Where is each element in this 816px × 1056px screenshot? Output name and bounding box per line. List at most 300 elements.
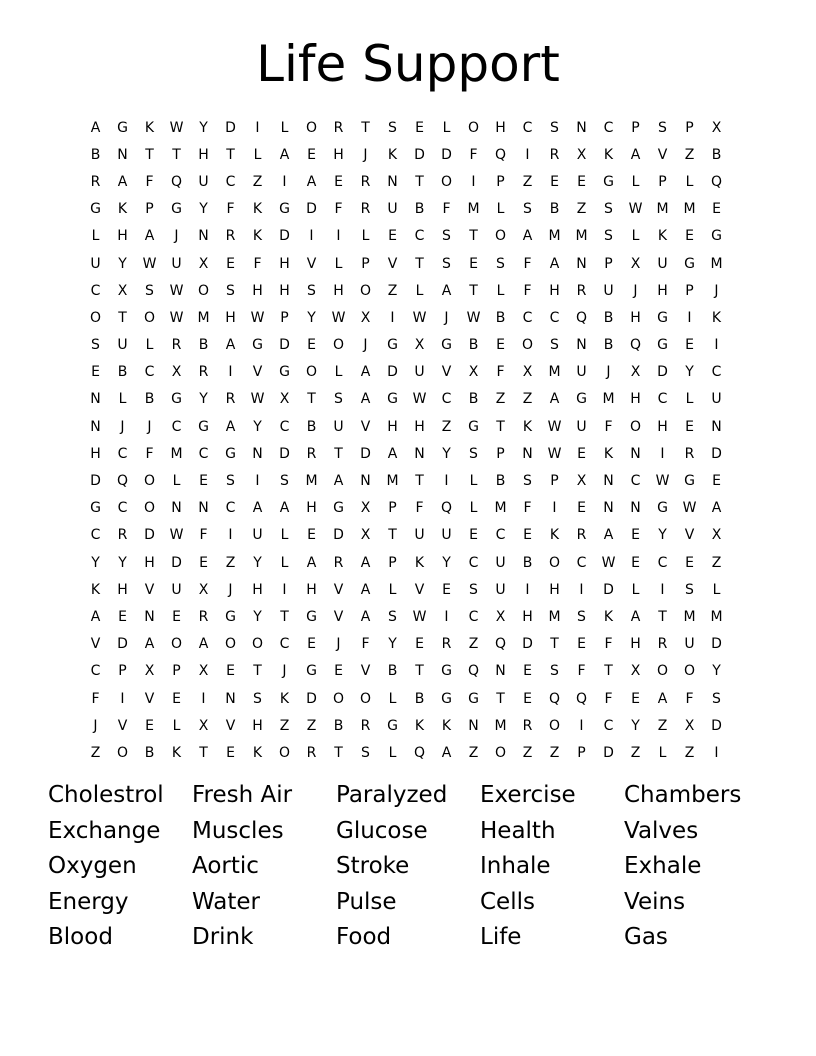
grid-letter: H: [252, 581, 263, 598]
grid-letter: C: [414, 228, 425, 245]
word-list-item: Blood: [48, 924, 113, 951]
grid-letter: U: [171, 581, 182, 598]
grid-letter: N: [144, 608, 155, 625]
grid-letter: Q: [575, 690, 588, 707]
grid-letter: Y: [388, 636, 397, 653]
grid-letter: I: [336, 228, 341, 245]
grid-letter: Z: [684, 744, 695, 761]
grid-letter: E: [631, 690, 640, 707]
grid-letter: E: [307, 337, 316, 354]
grid-letter: J: [363, 337, 368, 354]
grid-letter: L: [388, 744, 397, 761]
grid-letter: W: [628, 201, 643, 218]
grid-letter: N: [630, 445, 641, 462]
grid-letter: P: [118, 663, 127, 680]
word-list-item: Paralyzed: [336, 782, 448, 808]
grid-letter: G: [684, 255, 695, 272]
grid-row: [82, 658, 730, 685]
grid-letter: Z: [279, 717, 290, 734]
grid-letter: E: [172, 608, 181, 625]
grid-letter: G: [711, 228, 722, 245]
grid-letter: E: [334, 173, 343, 190]
grid-letter: L: [685, 173, 694, 190]
grid-letter: H: [306, 581, 317, 598]
grid-letter: P: [361, 255, 370, 272]
grid-letter: V: [144, 581, 155, 598]
grid-letter: Z: [306, 717, 317, 734]
grid-letter: X: [360, 500, 371, 517]
grid-letter: S: [523, 201, 532, 218]
grid-letter: B: [117, 364, 128, 381]
grid-letter: U: [117, 337, 128, 354]
grid-letter: E: [712, 473, 721, 490]
grid-letter: W: [547, 418, 562, 435]
grid-letter: V: [360, 663, 371, 680]
grid-letter: F: [442, 201, 451, 218]
grid-letter: P: [496, 445, 505, 462]
grid-letter: B: [495, 309, 506, 326]
grid-letter: P: [577, 744, 586, 761]
grid-letter: E: [226, 663, 235, 680]
grid-letter: H: [252, 282, 263, 299]
grid-letter: E: [199, 473, 208, 490]
grid-letter: M: [548, 608, 561, 625]
grid-letter: A: [144, 228, 155, 245]
grid-letter: W: [142, 255, 157, 272]
grid-letter: H: [117, 228, 128, 245]
grid-letter: J: [336, 636, 341, 653]
grid-letter: L: [280, 119, 289, 136]
grid-letter: R: [360, 201, 371, 218]
grid-letter: L: [280, 554, 289, 571]
grid-letter: W: [412, 391, 427, 408]
grid-letter: M: [548, 364, 561, 381]
grid-letter: K: [144, 119, 155, 136]
grid-letter: Z: [495, 391, 506, 408]
grid-letter: H: [657, 282, 668, 299]
grid-letter: D: [441, 146, 452, 163]
grid-letter: X: [198, 255, 209, 272]
grid-letter: F: [415, 500, 424, 517]
grid-letter: H: [495, 119, 506, 136]
grid-letter: T: [253, 663, 262, 680]
grid-letter: W: [601, 554, 616, 571]
grid-letter: E: [145, 717, 154, 734]
grid-letter: C: [522, 309, 533, 326]
grid-letter: X: [711, 119, 722, 136]
grid-letter: J: [147, 418, 152, 435]
grid-letter: X: [684, 717, 695, 734]
grid-letter: F: [253, 255, 262, 272]
grid-letter: I: [525, 146, 530, 163]
grid-letter: W: [331, 309, 346, 326]
grid-letter: E: [388, 228, 397, 245]
grid-letter: Q: [575, 309, 588, 326]
grid-letter: Y: [253, 418, 262, 435]
grid-letter: K: [387, 146, 398, 163]
grid-letter: Y: [442, 445, 451, 462]
grid-letter: D: [711, 636, 722, 653]
grid-letter: G: [441, 337, 452, 354]
grid-letter: N: [711, 418, 722, 435]
grid-letter: X: [198, 581, 209, 598]
grid-letter: U: [414, 527, 425, 544]
grid-letter: N: [360, 473, 371, 490]
grid-letter: A: [630, 146, 641, 163]
grid-letter: F: [685, 690, 694, 707]
grid-letter: B: [90, 146, 101, 163]
grid-letter: X: [495, 608, 506, 625]
grid-letter: H: [630, 309, 641, 326]
grid-letter: D: [225, 119, 236, 136]
grid-letter: Y: [199, 119, 208, 136]
grid-row: [82, 549, 730, 576]
grid-letter: T: [415, 173, 424, 190]
word-list-item: Glucose: [336, 817, 428, 844]
grid-letter: C: [171, 418, 182, 435]
grid-letter: G: [252, 337, 263, 354]
grid-letter: N: [225, 690, 236, 707]
grid-letter: N: [90, 391, 101, 408]
grid-letter: A: [360, 391, 371, 408]
grid-letter: O: [224, 636, 237, 653]
grid-letter: V: [387, 255, 398, 272]
grid-letter: Y: [631, 717, 640, 734]
grid-letter: G: [387, 717, 398, 734]
grid-letter: L: [361, 228, 370, 245]
grid-letter: L: [442, 119, 451, 136]
grid-letter: A: [90, 608, 101, 625]
grid-letter: J: [606, 364, 611, 381]
grid-letter: U: [711, 391, 722, 408]
grid-letter: E: [577, 445, 586, 462]
grid-letter: Y: [253, 554, 262, 571]
grid-letter: F: [604, 690, 613, 707]
grid-letter: Q: [494, 636, 507, 653]
grid-letter: H: [198, 146, 209, 163]
grid-letter: U: [657, 255, 668, 272]
grid-letter: O: [359, 282, 372, 299]
grid-letter: S: [442, 255, 451, 272]
grid-letter: X: [171, 364, 182, 381]
grid-letter: B: [414, 690, 425, 707]
grid-letter: A: [306, 554, 317, 571]
grid-letter: F: [226, 201, 235, 218]
grid-letter: I: [660, 445, 665, 462]
grid-letter: P: [280, 309, 289, 326]
grid-row: [82, 467, 730, 494]
grid-letter: D: [279, 228, 290, 245]
grid-letter: S: [253, 690, 262, 707]
grid-letter: S: [91, 337, 100, 354]
grid-letter: C: [90, 663, 101, 680]
grid-letter: O: [629, 418, 642, 435]
word-list-item: Muscles: [192, 817, 284, 844]
grid-letter: E: [523, 527, 532, 544]
grid-letter: U: [171, 255, 182, 272]
grid-letter: C: [144, 364, 155, 381]
grid-letter: L: [118, 391, 127, 408]
grid-letter: E: [523, 663, 532, 680]
grid-letter: K: [603, 445, 614, 462]
grid-letter: E: [415, 119, 424, 136]
grid-letter: Z: [522, 744, 533, 761]
grid-letter: X: [711, 527, 722, 544]
grid-letter: W: [412, 608, 427, 625]
grid-letter: O: [359, 690, 372, 707]
grid-letter: V: [441, 364, 452, 381]
grid-letter: D: [603, 744, 614, 761]
grid-letter: N: [414, 445, 425, 462]
grid-letter: R: [576, 527, 587, 544]
grid-letter: E: [550, 173, 559, 190]
grid-letter: C: [441, 391, 452, 408]
grid-letter: I: [444, 473, 449, 490]
grid-letter: C: [495, 527, 506, 544]
grid-letter: A: [441, 744, 452, 761]
grid-letter: S: [226, 473, 235, 490]
grid-letter: F: [91, 690, 100, 707]
grid-letter: G: [468, 418, 479, 435]
grid-letter: X: [117, 282, 128, 299]
grid-letter: S: [523, 473, 532, 490]
grid-letter: X: [414, 337, 425, 354]
grid-letter: W: [250, 309, 265, 326]
grid-letter: A: [711, 500, 722, 517]
grid-letter: Q: [440, 500, 453, 517]
grid-letter: A: [360, 581, 371, 598]
grid-letter: R: [360, 173, 371, 190]
grid-letter: I: [228, 364, 233, 381]
grid-letter: H: [630, 636, 641, 653]
grid-letter: N: [252, 445, 263, 462]
grid-letter: K: [657, 228, 668, 245]
grid-letter: P: [685, 282, 694, 299]
grid-letter: H: [333, 282, 344, 299]
grid-letter: E: [442, 581, 451, 598]
grid-letter: K: [414, 554, 425, 571]
grid-row: [82, 739, 730, 766]
grid-letter: O: [278, 744, 291, 761]
grid-letter: T: [550, 636, 559, 653]
grid-letter: I: [471, 173, 476, 190]
grid-letter: G: [684, 473, 695, 490]
grid-letter: B: [495, 473, 506, 490]
grid-letter: D: [711, 717, 722, 734]
grid-letter: S: [577, 608, 586, 625]
grid-letter: O: [683, 663, 696, 680]
grid-letter: G: [657, 500, 668, 517]
word-list-item: Food: [336, 924, 392, 951]
grid-letter: T: [496, 690, 505, 707]
grid-letter: A: [90, 119, 101, 136]
grid-letter: G: [657, 337, 668, 354]
grid-row: [82, 196, 730, 223]
grid-letter: T: [361, 119, 370, 136]
grid-letter: I: [282, 173, 287, 190]
grid-row: [82, 141, 730, 168]
grid-letter: K: [549, 527, 560, 544]
grid-letter: M: [467, 201, 480, 218]
grid-letter: U: [684, 636, 695, 653]
grid-letter: K: [252, 744, 263, 761]
grid-letter: L: [631, 228, 640, 245]
grid-letter: R: [333, 554, 344, 571]
grid-letter: E: [577, 173, 586, 190]
grid-letter: B: [468, 337, 479, 354]
grid-letter: K: [441, 717, 452, 734]
grid-letter: B: [522, 554, 533, 571]
grid-letter: D: [603, 581, 614, 598]
grid-letter: N: [603, 500, 614, 517]
grid-letter: J: [174, 228, 179, 245]
grid-letter: H: [306, 500, 317, 517]
grid-letter: N: [387, 173, 398, 190]
grid-letter: L: [172, 717, 181, 734]
grid-letter: E: [415, 636, 424, 653]
grid-letter: C: [279, 636, 290, 653]
grid-letter: G: [117, 119, 128, 136]
grid-letter: I: [687, 309, 692, 326]
grid-row: [82, 386, 730, 413]
grid-letter: S: [550, 337, 559, 354]
grid-letter: J: [120, 418, 125, 435]
grid-letter: Z: [576, 201, 587, 218]
grid-letter: O: [143, 473, 156, 490]
grid-letter: T: [415, 255, 424, 272]
grid-letter: E: [469, 527, 478, 544]
grid-letter: F: [469, 146, 478, 163]
grid-row: [82, 712, 730, 739]
grid-letter: D: [171, 554, 182, 571]
grid-letter: A: [549, 391, 560, 408]
grid-letter: U: [495, 581, 506, 598]
grid-letter: C: [549, 309, 560, 326]
grid-letter: T: [334, 445, 343, 462]
grid-letter: X: [360, 309, 371, 326]
word-list-item: Pulse: [336, 888, 397, 915]
grid-letter: D: [333, 527, 344, 544]
grid-letter: R: [657, 636, 668, 653]
grid-letter: G: [279, 201, 290, 218]
grid-letter: M: [548, 228, 561, 245]
grid-letter: Q: [170, 173, 183, 190]
grid-letter: P: [496, 173, 505, 190]
grid-letter: B: [144, 744, 155, 761]
grid-row: [82, 223, 730, 250]
grid-letter: Z: [468, 636, 479, 653]
grid-letter: M: [305, 473, 318, 490]
grid-letter: D: [657, 364, 668, 381]
grid-letter: F: [604, 418, 613, 435]
grid-letter: J: [282, 663, 287, 680]
grid-letter: O: [332, 690, 345, 707]
grid-letter: L: [658, 744, 667, 761]
grid-letter: A: [522, 228, 533, 245]
grid-letter: L: [334, 364, 343, 381]
grid-letter: L: [334, 255, 343, 272]
grid-letter: M: [170, 445, 183, 462]
grid-letter: S: [658, 119, 667, 136]
grid-letter: C: [117, 500, 128, 517]
grid-row: [82, 440, 730, 467]
grid-letter: I: [579, 717, 584, 734]
grid-letter: C: [279, 418, 290, 435]
grid-letter: T: [496, 418, 505, 435]
grid-letter: C: [576, 554, 587, 571]
grid-letter: I: [255, 119, 260, 136]
grid-letter: H: [225, 309, 236, 326]
grid-letter: L: [388, 581, 397, 598]
grid-letter: S: [550, 119, 559, 136]
grid-letter: M: [683, 608, 696, 625]
grid-letter: Q: [494, 146, 507, 163]
grid-letter: G: [576, 391, 587, 408]
grid-letter: N: [576, 255, 587, 272]
grid-letter: T: [604, 663, 613, 680]
word-list-item: Valves: [624, 817, 699, 844]
grid-letter: E: [91, 364, 100, 381]
grid-letter: E: [307, 146, 316, 163]
grid-letter: U: [333, 418, 344, 435]
grid-letter: G: [225, 445, 236, 462]
grid-letter: C: [90, 282, 101, 299]
grid-letter: C: [117, 445, 128, 462]
grid-letter: T: [307, 391, 316, 408]
grid-letter: E: [496, 337, 505, 354]
grid-letter: B: [603, 309, 614, 326]
grid-letter: D: [522, 636, 533, 653]
grid-letter: E: [631, 527, 640, 544]
grid-letter: T: [226, 146, 235, 163]
grid-letter: H: [414, 418, 425, 435]
grid-row: [82, 413, 730, 440]
grid-letter: B: [144, 391, 155, 408]
grid-letter: A: [279, 500, 290, 517]
grid-letter: O: [251, 636, 264, 653]
grid-letter: N: [90, 418, 101, 435]
page-title: Life Support: [256, 35, 560, 93]
grid-letter: M: [494, 500, 507, 517]
grid-letter: Q: [413, 744, 426, 761]
grid-row: [82, 332, 730, 359]
grid-letter: B: [198, 337, 209, 354]
word-list-item: Water: [192, 888, 260, 915]
grid-letter: I: [390, 309, 395, 326]
grid-letter: I: [120, 690, 125, 707]
grid-letter: K: [414, 717, 425, 734]
grid-letter: T: [388, 527, 397, 544]
grid-letter: U: [576, 418, 587, 435]
grid-letter: V: [333, 608, 344, 625]
grid-letter: L: [631, 173, 640, 190]
grid-letter: H: [117, 581, 128, 598]
grid-letter: F: [604, 636, 613, 653]
grid-letter: T: [145, 146, 154, 163]
grid-letter: M: [656, 201, 669, 218]
grid-letter: E: [685, 228, 694, 245]
grid-letter: O: [521, 337, 534, 354]
grid-row: [82, 576, 730, 603]
grid-letter: Z: [252, 173, 263, 190]
grid-letter: I: [579, 581, 584, 598]
grid-letter: M: [683, 201, 696, 218]
grid-row: [82, 277, 730, 304]
grid-letter: P: [550, 473, 559, 490]
grid-letter: K: [90, 581, 101, 598]
grid-letter: B: [603, 337, 614, 354]
grid-letter: X: [630, 255, 641, 272]
